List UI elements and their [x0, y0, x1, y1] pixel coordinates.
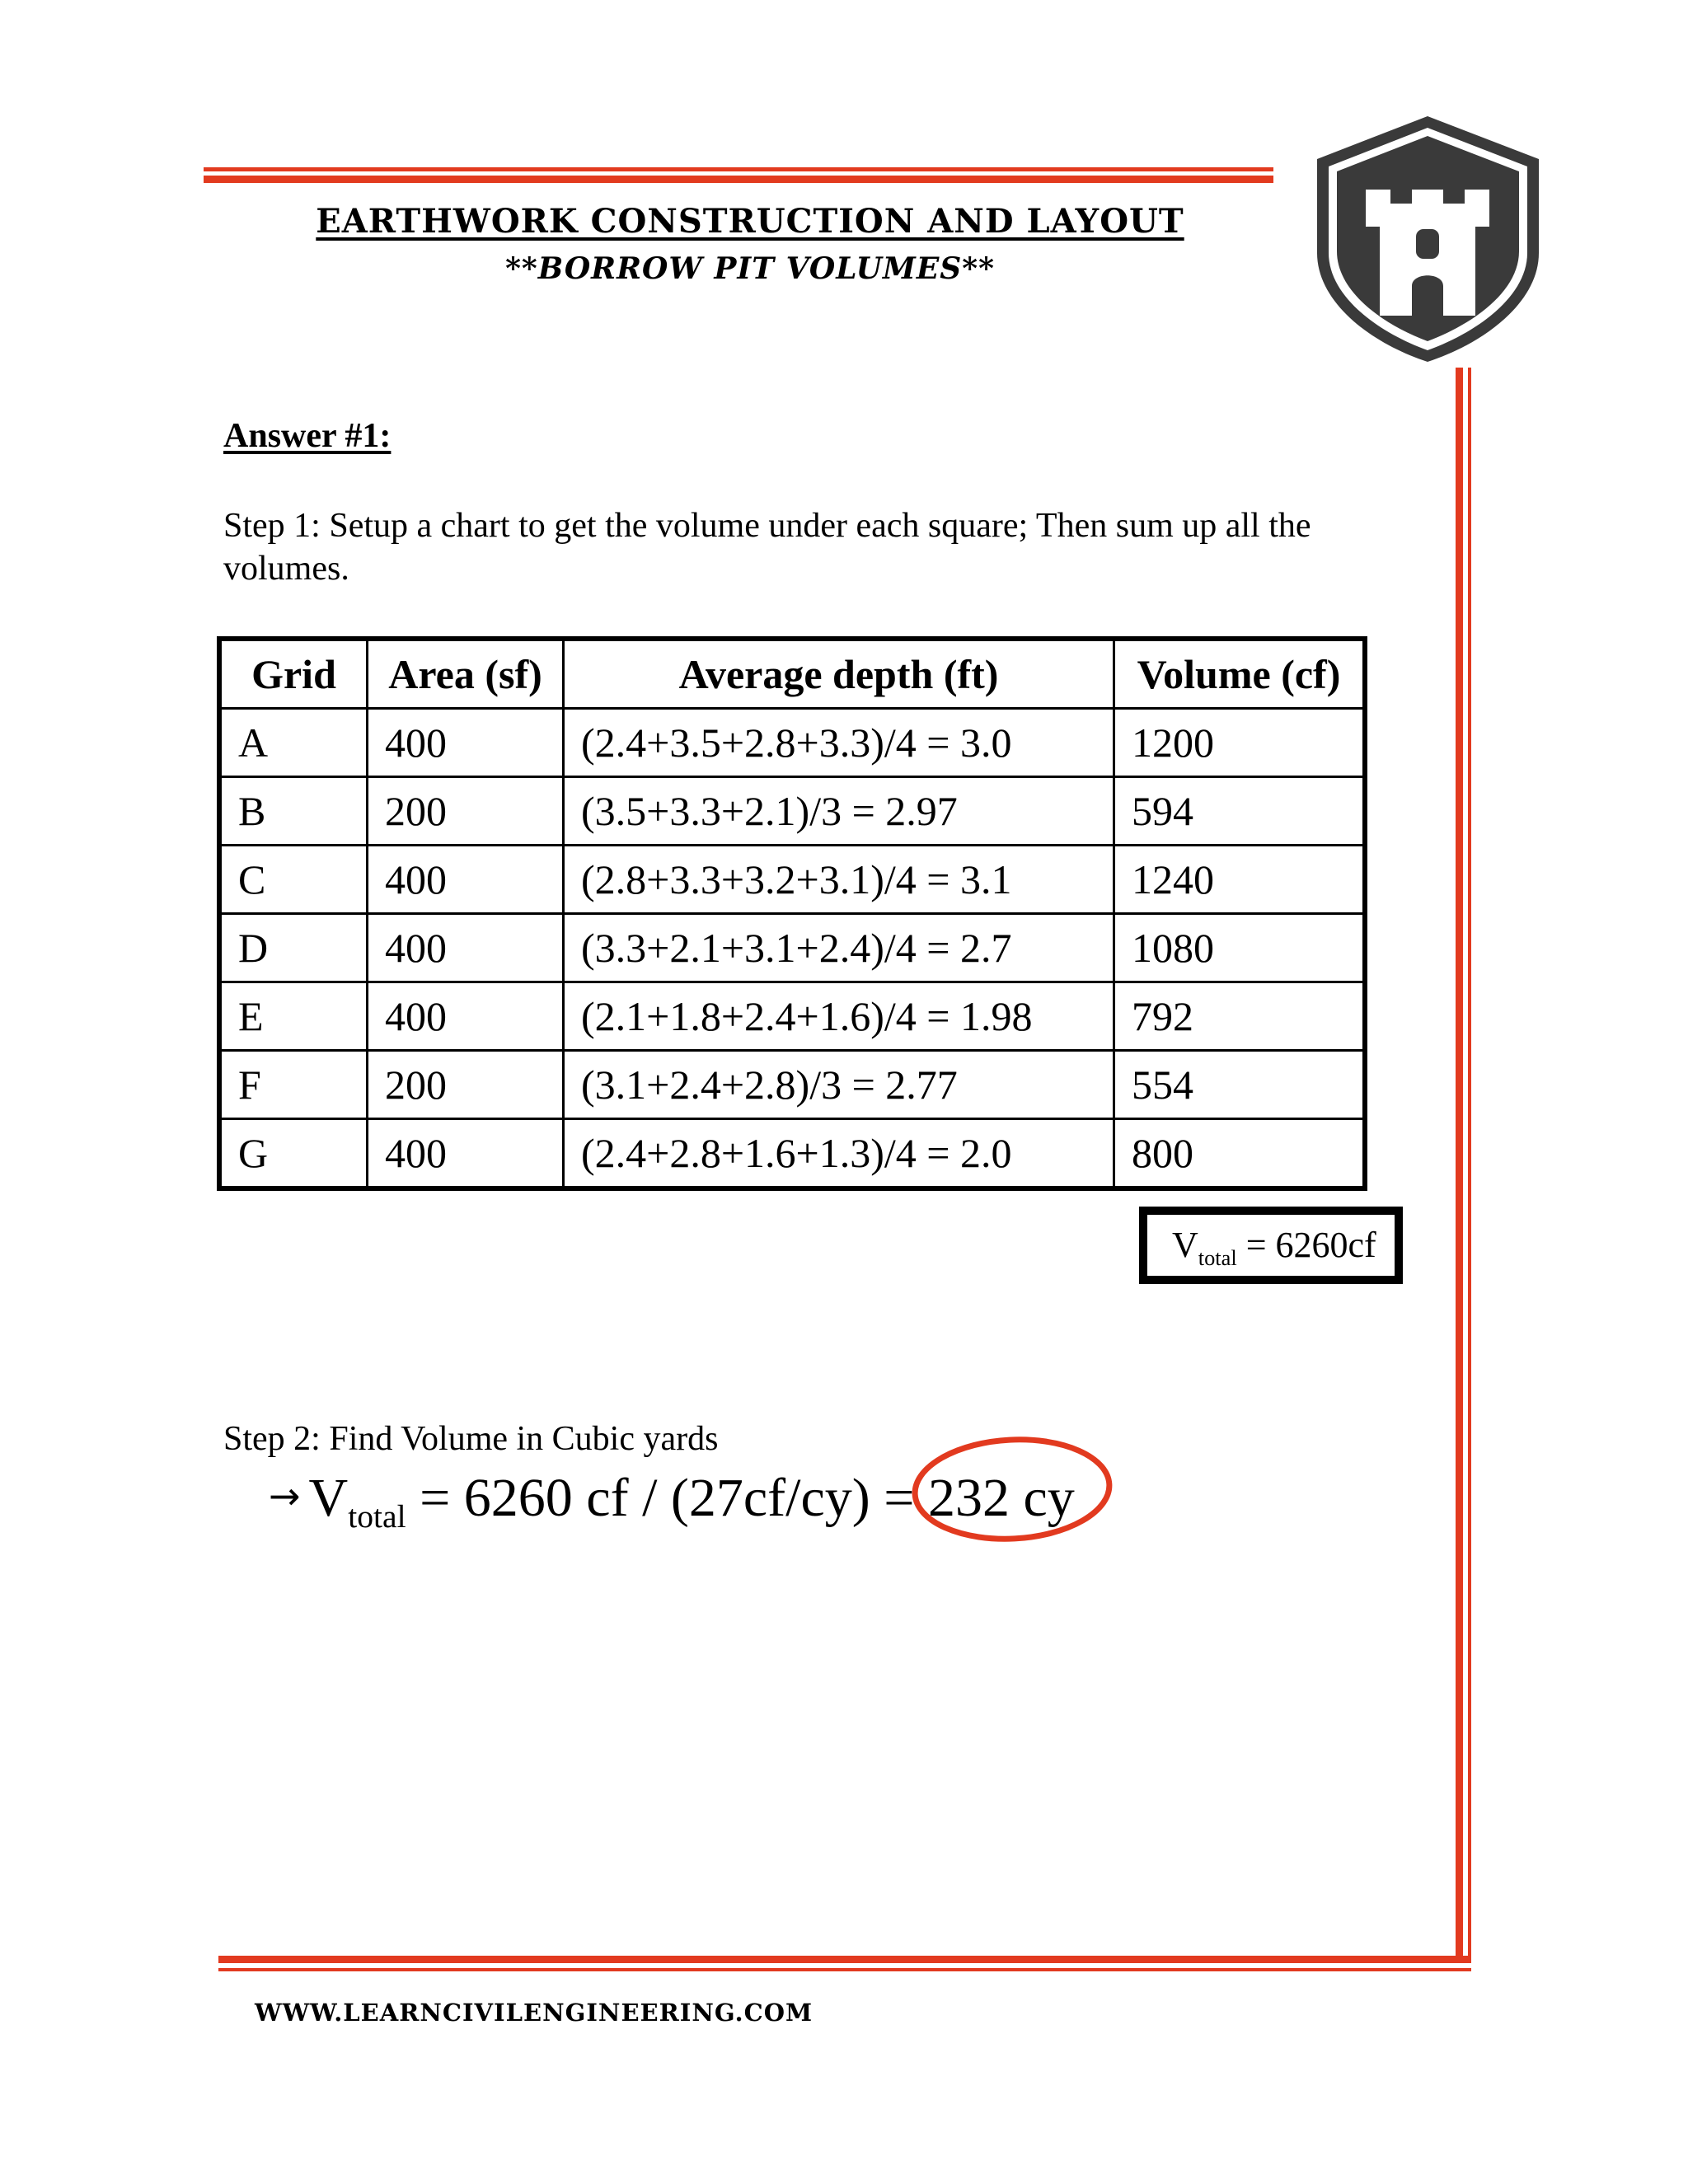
- cell-area: 400: [368, 914, 564, 982]
- final-subscript: total: [348, 1498, 406, 1535]
- total-subscript: total: [1198, 1244, 1237, 1270]
- table-row: [219, 982, 1365, 1051]
- cell-volume: 594: [1114, 777, 1366, 846]
- table-row: [219, 1119, 1365, 1189]
- final-equation-text: = 6260 cf / (27cf/cy) = 232 cy: [406, 1468, 1075, 1528]
- cell-grid: D: [219, 914, 368, 982]
- table-row: [219, 914, 1365, 982]
- cell-grid: C: [219, 846, 368, 914]
- table-header-row: [219, 639, 1365, 709]
- header-volume: Volume (cf): [1114, 639, 1366, 709]
- table-row: [219, 1051, 1365, 1119]
- answer-heading: Answer #1:: [223, 417, 392, 455]
- final-symbol: V: [308, 1468, 349, 1528]
- cell-area: 400: [368, 846, 564, 914]
- cell-area: 400: [368, 709, 564, 777]
- step1-text: Step 1: Setup a chart to get the volume under each square; Then sum up all the volumes.: [223, 507, 1311, 588]
- cell-volume: 800: [1114, 1119, 1366, 1189]
- cell-area: 400: [368, 982, 564, 1051]
- cell-depth: (3.3+2.1+3.1+2.4)/4 = 2.7: [564, 914, 1114, 982]
- cell-grid: B: [219, 777, 368, 846]
- answer-highlight-circle: [909, 1434, 1115, 1544]
- cell-area: 200: [368, 1051, 564, 1119]
- cell-depth: (3.5+3.3+2.1)/3 = 2.97: [564, 777, 1114, 846]
- cell-depth: (3.1+2.4+2.8)/3 = 2.77: [564, 1051, 1114, 1119]
- total-volume-box: [1139, 1207, 1403, 1284]
- arrow-right-icon: →: [269, 1474, 301, 1518]
- cell-grid: A: [219, 709, 368, 777]
- cell-depth: (2.1+1.8+2.4+1.6)/4 = 1.98: [564, 982, 1114, 1051]
- header-area: Area (sf): [368, 639, 564, 709]
- cell-depth: (2.4+3.5+2.8+3.3)/4 = 3.0: [564, 709, 1114, 777]
- cell-volume: 792: [1114, 982, 1366, 1051]
- footer-rule-thin: [218, 1968, 1471, 1971]
- table-row: [219, 846, 1365, 914]
- footer-website: WWW.LEARNCIVILENGINEERING.COM: [255, 1999, 814, 2027]
- step2-text: Step 2: Find Volume in Cubic yards: [223, 1420, 719, 1458]
- right-rule: [1456, 368, 1463, 1962]
- header-rule: [204, 167, 1273, 171]
- cell-grid: E: [219, 982, 368, 1051]
- cell-grid: F: [219, 1051, 368, 1119]
- cell-volume: 1240: [1114, 846, 1366, 914]
- total-value: = 6260cf: [1236, 1225, 1376, 1265]
- table-row: [219, 709, 1365, 777]
- document-title: EARTHWORK CONSTRUCTION AND LAYOUT: [316, 202, 1184, 241]
- cell-area: 200: [368, 777, 564, 846]
- header-grid: Grid: [219, 639, 368, 709]
- cell-grid: G: [219, 1119, 368, 1189]
- right-rule-thin: [1468, 368, 1471, 1962]
- cell-depth: (2.8+3.3+3.2+3.1)/4 = 3.1: [564, 846, 1114, 914]
- castle-shield-icon: [1306, 111, 1550, 367]
- total-symbol: V: [1172, 1225, 1198, 1265]
- table-row: [219, 777, 1365, 846]
- footer-rule: [218, 1956, 1471, 1963]
- header-rule-thick: [204, 176, 1273, 183]
- cell-volume: 1080: [1114, 914, 1366, 982]
- cell-volume: 1200: [1114, 709, 1366, 777]
- document-subtitle: **BORROW PIT VOLUMES**: [505, 251, 995, 286]
- cell-area: 400: [368, 1119, 564, 1189]
- header-average-depth: Average depth (ft): [564, 639, 1114, 709]
- volume-table: [217, 636, 1367, 1191]
- cell-volume: 554: [1114, 1051, 1366, 1119]
- cell-depth: (2.4+2.8+1.6+1.3)/4 = 2.0: [564, 1119, 1114, 1189]
